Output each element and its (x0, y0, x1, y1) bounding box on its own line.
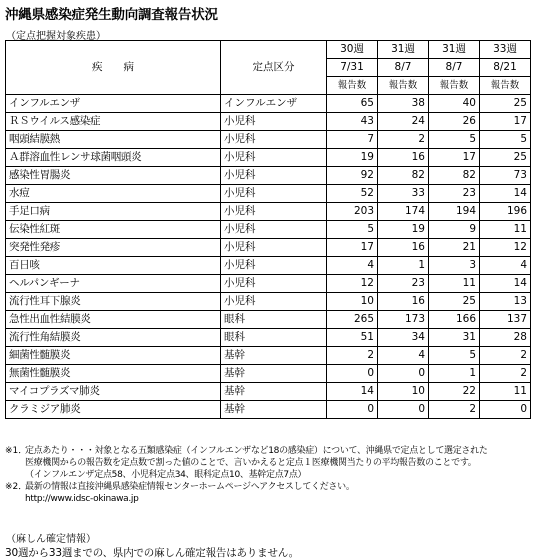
week-header: 31週 (429, 41, 480, 59)
table-row (6, 113, 531, 131)
report-count-cell: 4 (327, 257, 378, 275)
table-row (6, 275, 531, 293)
table-row (6, 167, 531, 185)
table-row (6, 239, 531, 257)
category-cell: 小児科 (221, 257, 327, 275)
week-header: 33週 (480, 41, 531, 59)
report-count-cell: 17 (429, 149, 480, 167)
category-cell: 小児科 (221, 221, 327, 239)
report-count-cell: 5 (327, 221, 378, 239)
category-cell: 基幹 (221, 347, 327, 365)
report-count-cell: 22 (429, 383, 480, 401)
category-cell: 眼科 (221, 311, 327, 329)
header-week-row (6, 41, 531, 59)
report-count-cell: 17 (480, 113, 531, 131)
date-header: 8/7 (378, 59, 429, 77)
report-count-cell: 7 (327, 131, 378, 149)
disease-name-cell: 無菌性髄膜炎 (6, 365, 221, 383)
report-count-cell: 194 (429, 203, 480, 221)
category-cell: 小児科 (221, 239, 327, 257)
table-row (6, 203, 531, 221)
report-count-cell: 38 (378, 95, 429, 113)
report-count-cell: 14 (480, 275, 531, 293)
table-row (6, 149, 531, 167)
report-count-cell: 0 (480, 401, 531, 419)
report-count-cell: 23 (429, 185, 480, 203)
disease-name-cell: マイコプラズマ肺炎 (6, 383, 221, 401)
disease-name-cell: 咽頭結膜熱 (6, 131, 221, 149)
category-cell: 基幹 (221, 365, 327, 383)
report-count-cell: 173 (378, 311, 429, 329)
report-count-cell: 92 (327, 167, 378, 185)
table-row (6, 293, 531, 311)
report-count-cell: 21 (429, 239, 480, 257)
report-count-cell: 13 (480, 293, 531, 311)
report-count-cell: 25 (480, 149, 531, 167)
category-cell: 小児科 (221, 203, 327, 221)
disease-name-cell: インフルエンザ (6, 95, 221, 113)
category-cell: 小児科 (221, 185, 327, 203)
footnote-line: 定点あたり・・・対象となる五類感染症（インフルエンザなど18の感染症）について、沖縄県で定点として選定された (25, 446, 488, 456)
report-count-cell: 203 (327, 203, 378, 221)
category-cell: 眼科 (221, 329, 327, 347)
report-count-cell: 0 (327, 365, 378, 383)
report-count-cell: 14 (327, 383, 378, 401)
report-count-cell: 11 (480, 221, 531, 239)
measles-section-title: （麻しん確定情報） (6, 534, 96, 545)
report-count-cell: 2 (429, 401, 480, 419)
report-count-cell: 31 (429, 329, 480, 347)
table-row (6, 131, 531, 149)
unit-header: 報告数 (378, 77, 429, 95)
disease-name-cell: 急性出血性結膜炎 (6, 311, 221, 329)
unit-header: 報告数 (480, 77, 531, 95)
footnote (5, 445, 530, 481)
category-header: 定点区分 (221, 41, 327, 95)
footnote-line: 医療機関からの報告数を定点数で割った値のことで、言いかえると定点１医療機関当たりの平均報告数のことです。 (25, 458, 477, 468)
report-count-cell: 17 (327, 239, 378, 257)
week-header: 31週 (378, 41, 429, 59)
category-cell: 基幹 (221, 383, 327, 401)
date-header: 8/7 (429, 59, 480, 77)
report-count-cell: 0 (378, 365, 429, 383)
report-count-cell: 82 (429, 167, 480, 185)
report-count-cell: 4 (378, 347, 429, 365)
report-count-cell: 1 (429, 365, 480, 383)
date-header: 7/31 (327, 59, 378, 77)
disease-name-cell: クラミジア肺炎 (6, 401, 221, 419)
report-count-cell: 265 (327, 311, 378, 329)
report-count-cell: 19 (327, 149, 378, 167)
disease-name-cell: 細菌性髄膜炎 (6, 347, 221, 365)
unit-header: 報告数 (429, 77, 480, 95)
disease-report-table (5, 40, 531, 419)
report-count-cell: 23 (378, 275, 429, 293)
report-count-cell: 40 (429, 95, 480, 113)
table-header (6, 41, 531, 95)
report-count-cell: 3 (429, 257, 480, 275)
report-count-cell: 52 (327, 185, 378, 203)
table-row (6, 221, 531, 239)
report-count-cell: 174 (378, 203, 429, 221)
table-row (6, 329, 531, 347)
category-cell: 小児科 (221, 113, 327, 131)
footnote-body (25, 481, 530, 505)
report-count-cell: 4 (480, 257, 531, 275)
report-count-cell: 16 (378, 149, 429, 167)
report-count-cell: 11 (429, 275, 480, 293)
week-header: 30週 (327, 41, 378, 59)
table-row (6, 401, 531, 419)
disease-name-cell: ヘルパンギーナ (6, 275, 221, 293)
report-count-cell: 2 (480, 365, 531, 383)
report-count-cell: 137 (480, 311, 531, 329)
report-count-cell: 2 (327, 347, 378, 365)
report-count-cell: 33 (378, 185, 429, 203)
table-row (6, 185, 531, 203)
category-cell: 基幹 (221, 401, 327, 419)
report-count-cell: 2 (378, 131, 429, 149)
footnote-line: （インフルエンザ定点58、小児科定点34、眼科定点10、基幹定点7点） (25, 470, 307, 480)
report-count-cell: 1 (378, 257, 429, 275)
report-count-cell: 26 (429, 113, 480, 131)
report-count-cell: 82 (378, 167, 429, 185)
disease-name-cell: Ａ群溶血性レンサ球菌咽頭炎 (6, 149, 221, 167)
unit-header: 報告数 (327, 77, 378, 95)
category-cell: 小児科 (221, 131, 327, 149)
report-count-cell: 51 (327, 329, 378, 347)
measles-section-text: 30週から33週までの、県内での麻しん確定報告はありません。 (5, 547, 299, 559)
report-count-cell: 14 (480, 185, 531, 203)
disease-name-cell: 流行性耳下腺炎 (6, 293, 221, 311)
category-cell: インフルエンザ (221, 95, 327, 113)
footnote-body (25, 445, 530, 481)
date-header: 8/21 (480, 59, 531, 77)
footnote-mark: ※2． (5, 482, 28, 492)
report-count-cell: 16 (378, 293, 429, 311)
disease-name-cell: 水痘 (6, 185, 221, 203)
category-cell: 小児科 (221, 275, 327, 293)
footnote-mark: ※1． (5, 446, 28, 456)
page-subtitle: （定点把握対象疾患） (6, 31, 106, 42)
report-count-cell: 166 (429, 311, 480, 329)
report-count-cell: 19 (378, 221, 429, 239)
category-cell: 小児科 (221, 293, 327, 311)
report-count-cell: 11 (480, 383, 531, 401)
report-count-cell: 16 (378, 239, 429, 257)
disease-name-cell: 感染性胃腸炎 (6, 167, 221, 185)
disease-name-cell: 流行性角結膜炎 (6, 329, 221, 347)
disease-name-cell: 突発性発疹 (6, 239, 221, 257)
report-count-cell: 25 (429, 293, 480, 311)
table-row (6, 257, 531, 275)
table-row (6, 347, 531, 365)
report-count-cell: 73 (480, 167, 531, 185)
report-count-cell: 2 (480, 347, 531, 365)
report-count-cell: 5 (429, 347, 480, 365)
report-count-cell: 196 (480, 203, 531, 221)
report-count-cell: 12 (480, 239, 531, 257)
footnote (5, 481, 530, 505)
report-count-cell: 5 (429, 131, 480, 149)
report-count-cell: 12 (327, 275, 378, 293)
disease-name-cell: 伝染性紅斑 (6, 221, 221, 239)
report-count-cell: 5 (480, 131, 531, 149)
report-count-cell: 25 (480, 95, 531, 113)
report-count-cell: 34 (378, 329, 429, 347)
table-row (6, 383, 531, 401)
table-row (6, 365, 531, 383)
footnote-line: 最新の情報は直接沖縄県感染症情報センターホームページへアクセスしてください。 (25, 482, 355, 492)
table-body (6, 95, 531, 419)
table-row (6, 311, 531, 329)
disease-name-cell: 百日咳 (6, 257, 221, 275)
report-count-cell: 24 (378, 113, 429, 131)
page-title: 沖縄県感染症発生動向調査報告状況 (5, 7, 218, 23)
disease-name-cell: 手足口病 (6, 203, 221, 221)
category-cell: 小児科 (221, 149, 327, 167)
report-count-cell: 10 (378, 383, 429, 401)
footnote-line: http://www.idsc-okinawa.jp (25, 494, 139, 504)
report-count-cell: 43 (327, 113, 378, 131)
category-cell: 小児科 (221, 167, 327, 185)
report-count-cell: 0 (327, 401, 378, 419)
table-row (6, 95, 531, 113)
report-count-cell: 65 (327, 95, 378, 113)
report-count-cell: 10 (327, 293, 378, 311)
disease-name-cell: ＲＳウイルス感染症 (6, 113, 221, 131)
report-count-cell: 28 (480, 329, 531, 347)
footnotes (5, 445, 530, 505)
report-count-cell: 9 (429, 221, 480, 239)
report-count-cell: 0 (378, 401, 429, 419)
disease-header: 疾 病 (6, 41, 221, 95)
